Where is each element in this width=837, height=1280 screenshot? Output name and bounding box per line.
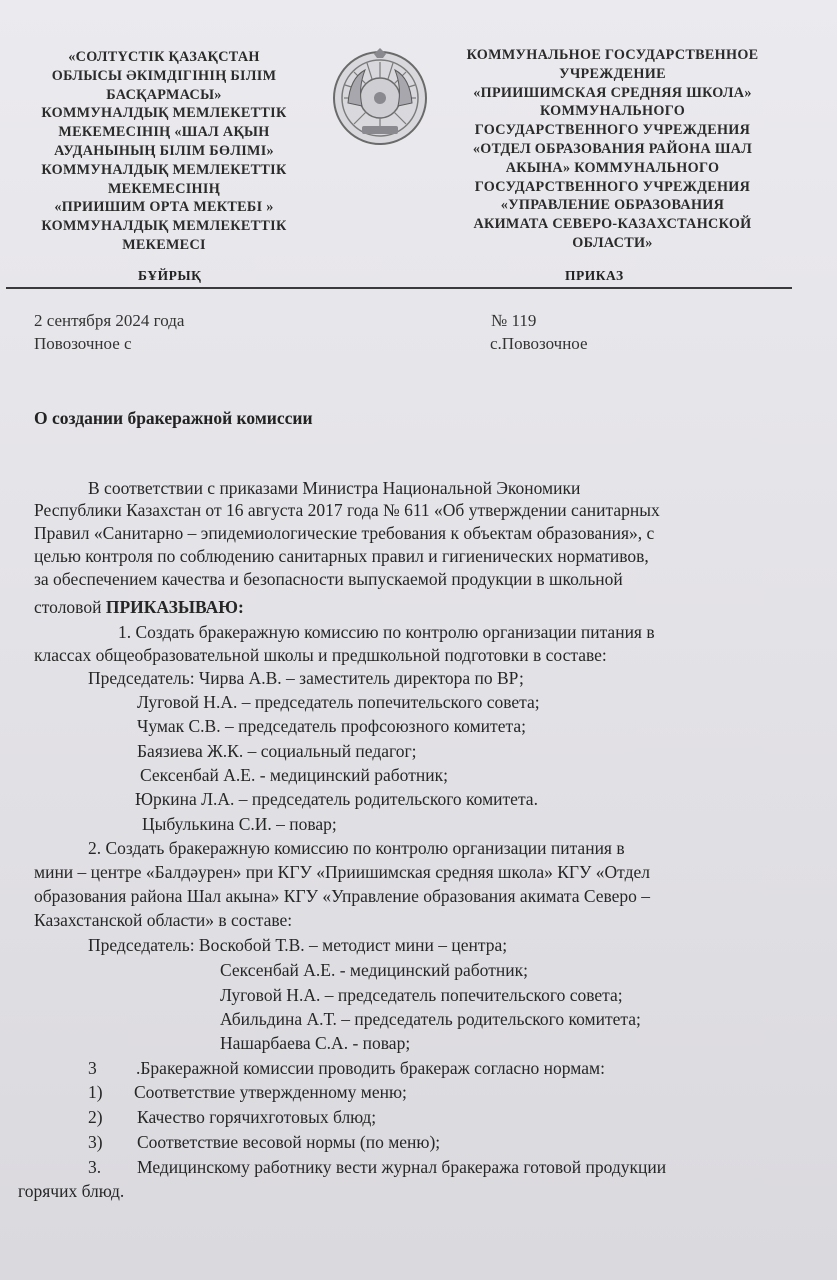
order-keyword: ПРИКАЗЫВАЮ: <box>105 597 244 617</box>
body-text: столовой <box>34 597 106 617</box>
body-line: образования района Шал акына» КГУ «Управление образования акимата Северо – <box>34 886 651 906</box>
header-right-line: АКЫНА» КОММУНАЛЬНОГО <box>505 159 720 176</box>
place-left: Повозочное с <box>34 334 132 353</box>
header-left-line: «СОЛТҮСТІК ҚАЗАҚСТАН <box>68 49 260 65</box>
member-line: Председатель: Чирва А.В. – заместитель директора по ВР; <box>88 668 524 688</box>
member-line: Цыбулькина С.И. – повар; <box>142 814 337 834</box>
body-line <box>34 597 244 618</box>
list-item-3-number: 3 <box>88 1058 97 1078</box>
member-line: Юркина Л.А. – председатель родительского комитета. <box>135 789 538 809</box>
body-line: Республики Казахстан от 16 августа 2017 года № 611 «Об утверждении санитарных <box>34 500 660 520</box>
document-title: О создании бракеражной комиссии <box>34 408 313 428</box>
sub-item: Соответствие весовой нормы (по меню); <box>137 1132 441 1152</box>
header-left-line: КОММУНАЛДЫҚ МЕМЛЕКЕТТІК <box>41 105 287 122</box>
place-right: с.Повозочное <box>490 334 588 353</box>
member-line: Нашарбаева С.А. - повар; <box>220 1033 411 1053</box>
header-right-line: КОММУНАЛЬНОЕ ГОСУДАРСТВЕННОЕ <box>466 47 759 63</box>
kazakhstan-state-emblem-icon <box>330 48 430 148</box>
header-right-line: ГОСУДАРСТВЕННОГО УЧРЕЖДЕНИЯ <box>474 178 751 195</box>
member-line: Баязиева Ж.К. – социальный педагог; <box>137 741 417 761</box>
header-left-line: «ПРИИШИМ ОРТА МЕКТЕБІ » <box>54 199 274 216</box>
header-right-line: «УПРАВЛЕНИЕ ОБРАЗОВАНИЯ <box>500 197 725 214</box>
header-right-russian <box>440 46 785 253</box>
member-line: Луговой Н.А. – председатель попечительского совета; <box>220 985 623 1005</box>
sub-item: Качество горячихготовых блюд; <box>137 1107 377 1127</box>
header-left-kazakh <box>14 48 314 255</box>
list-item-2: 2. Создать бракеражную комиссию по контролю организации питания в <box>88 838 625 858</box>
order-number: № 119 <box>491 311 537 330</box>
body-line: горячих блюд. <box>18 1181 125 1201</box>
header-left-line: БАСҚАРМАСЫ» <box>106 86 222 103</box>
member-line: Председатель: Воскобой Т.В. – методист мини – центра; <box>88 935 508 955</box>
document-type-russian: ПРИКАЗ <box>565 268 624 283</box>
body-line: мини – центре «Балдәурен» при КГУ «Приишимская средняя школа» КГУ «Отдел <box>34 862 650 882</box>
body-line: В соответствии с приказами Министра Национальной Экономики <box>88 478 581 498</box>
header-right-line: УЧРЕЖДЕНИЕ <box>559 65 666 82</box>
header-left-line: МЕКЕМЕСІ <box>122 236 206 253</box>
header-divider <box>6 287 792 289</box>
member-line: Сексенбай А.Е. - медицинский работник; <box>220 960 528 980</box>
order-date: 2 сентября 2024 года <box>34 311 185 330</box>
member-line: Луговой Н.А. – председатель попечительского совета; <box>137 692 540 712</box>
sub-item-number: 1) <box>88 1082 103 1102</box>
header-left-line: МЕКЕМЕСІНІҢ «ШАЛ АҚЫН <box>58 124 270 141</box>
body-line: Правил «Санитарно – эпидемиологические требования к объектам образования», с <box>34 523 655 543</box>
sub-item-number: 3) <box>88 1132 103 1152</box>
header-right-line: ОБЛАСТИ» <box>572 234 653 251</box>
header-right-line: «ПРИИШИМСКАЯ СРЕДНЯЯ ШКОЛА» <box>473 84 752 101</box>
header-right-line: «ОТДЕЛ ОБРАЗОВАНИЯ РАЙОНА ШАЛ <box>472 140 753 157</box>
body-line: за обеспечением качества и безопасности выпускаемой продукции в школьной <box>34 569 623 589</box>
header-left-line: АУДАНЫНЫҢ БІЛІМ БӨЛІМІ» <box>54 142 274 159</box>
header-left-line: ОБЛЫСЫ ӘКІМДІГІНІҢ БІЛІМ <box>51 67 277 84</box>
header-right-line: ГОСУДАРСТВЕННОГО УЧРЕЖДЕНИЯ <box>474 122 751 139</box>
header-right-line: АКИМАТА СЕВЕРО-КАЗАХСТАНСКОЙ <box>473 216 752 233</box>
body-line: Казахстанской области» в составе: <box>34 910 293 930</box>
member-line: Сексенбай А.Е. - медицинский работник; <box>140 765 448 785</box>
list-item-4-number: 3. <box>88 1157 102 1177</box>
document-type-kazakh: БҰЙРЫҚ <box>138 268 202 283</box>
list-item-3: .Бракеражной комиссии проводить бракераж согласно нормам: <box>136 1058 605 1078</box>
header-left-line: МЕКЕМЕСІНІҢ <box>107 180 221 197</box>
sub-item-number: 2) <box>88 1107 103 1127</box>
sub-item: Соответствие утвержденному меню; <box>134 1082 407 1102</box>
header-left-line: КОММУНАЛДЫҚ МЕМЛЕКЕТТІК <box>41 161 287 178</box>
body-line: классах общеобразовательной школы и предшкольной подготовки в составе: <box>34 645 607 665</box>
list-item-1: 1. Создать бракеражную комиссию по контролю организации питания в <box>118 622 655 642</box>
body-line: целью контроля по соблюдению санитарных правил и гигиенических нормативов, <box>34 546 649 566</box>
header-left-line: КОММУНАЛДЫҚ МЕМЛЕКЕТТІК <box>41 218 287 235</box>
member-line: Чумак С.В. – председатель профсоюзного комитета; <box>137 716 526 736</box>
list-item-4: Медицинскому работнику вести журнал бракеража готовой продукции <box>137 1157 667 1177</box>
member-line: Абильдина А.Т. – председатель родительского комитета; <box>220 1009 641 1029</box>
header-right-line: КОММУНАЛЬНОГО <box>539 103 686 120</box>
